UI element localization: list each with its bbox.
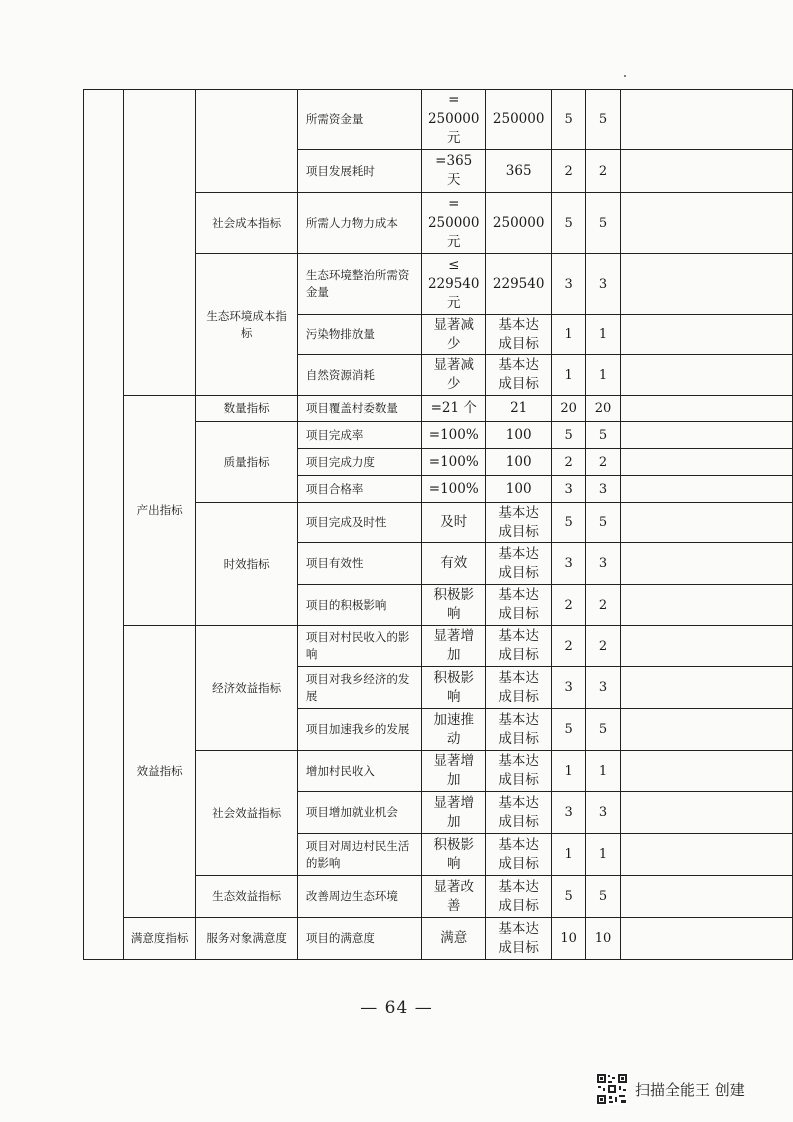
remark-cell [620, 503, 792, 543]
score-cell: 5 [586, 422, 621, 449]
actual-value-cell: 基本达 成目标 [486, 834, 552, 876]
table-row [84, 626, 793, 667]
target-value-cell: 显著减 少 [422, 355, 486, 396]
score-cell: 1 [586, 355, 621, 396]
weight-cell: 10 [552, 918, 586, 960]
weight-cell: 2 [552, 626, 586, 667]
page-number: — 64 — [360, 998, 433, 1018]
economic-cost-cell [196, 90, 297, 193]
weight-cell: 5 [552, 876, 586, 918]
sub-category-cell: 社会效益指标 [196, 751, 297, 876]
scanner-watermark [590, 1070, 775, 1110]
weight-cell: 1 [552, 355, 586, 396]
target-value-cell: 积极影 响 [422, 834, 486, 876]
remark-cell [620, 476, 792, 503]
table-row [84, 90, 793, 150]
category-cell: 满意度指标 [123, 918, 196, 960]
indicator-cell: 项目合格率 [297, 476, 421, 503]
score-cell: 3 [586, 254, 621, 315]
score-cell: 20 [586, 396, 621, 422]
indicator-cell: 项目完成及时性 [297, 503, 421, 543]
score-cell: 5 [586, 193, 621, 254]
actual-value-cell: 基本达 成目标 [486, 585, 552, 626]
target-value-cell: = 250000 元 [422, 193, 486, 254]
actual-value-cell: 基本达 成目标 [486, 503, 552, 543]
weight-cell: 5 [552, 503, 586, 543]
sub-category-cell: 经济效益指标 [196, 626, 297, 751]
target-value-cell: 积极影 响 [422, 667, 486, 709]
remark-cell [620, 193, 792, 254]
sub-category-cell: 数量指标 [196, 396, 297, 422]
actual-value-cell: 250000 [486, 90, 552, 150]
weight-cell: 1 [552, 834, 586, 876]
actual-value-cell: 基本达 成目标 [486, 355, 552, 396]
cost-category-cell [123, 90, 196, 396]
remark-cell [620, 543, 792, 585]
remark-cell [620, 792, 792, 834]
remark-cell [620, 626, 792, 667]
weight-cell: 1 [552, 315, 586, 355]
table-row [84, 918, 793, 960]
first-level-blank-cell [84, 90, 124, 960]
score-cell: 1 [586, 315, 621, 355]
indicator-cell: 增加村民收入 [297, 751, 421, 792]
score-cell: 5 [586, 503, 621, 543]
target-value-cell: = 250000 元 [422, 90, 486, 150]
score-cell: 3 [586, 667, 621, 709]
weight-cell: 3 [552, 792, 586, 834]
target-value-cell: 积极影 响 [422, 585, 486, 626]
weight-cell: 3 [552, 254, 586, 315]
target-value-cell: ≤ 229540 元 [422, 254, 486, 315]
indicator-cell: 项目完成率 [297, 422, 421, 449]
actual-value-cell: 基本达 成目标 [486, 918, 552, 960]
score-cell: 5 [586, 90, 621, 150]
actual-value-cell: 100 [486, 449, 552, 476]
target-value-cell: 有效 [422, 543, 486, 585]
score-cell: 3 [586, 476, 621, 503]
target-value-cell: =100% [422, 476, 486, 503]
actual-value-cell: 基本达 成目标 [486, 315, 552, 355]
sub-category-cell: 生态效益指标 [196, 876, 297, 918]
actual-value-cell: 基本达 成目标 [486, 667, 552, 709]
category-cell: 产出指标 [123, 396, 196, 626]
category-cell: 效益指标 [123, 626, 196, 918]
table-row [84, 396, 793, 422]
score-cell: 3 [586, 792, 621, 834]
actual-value-cell: 21 [486, 396, 552, 422]
target-value-cell: 显著增 加 [422, 751, 486, 792]
scan-speck [624, 75, 626, 77]
remark-cell [620, 396, 792, 422]
remark-cell [620, 355, 792, 396]
actual-value-cell: 基本达 成目标 [486, 709, 552, 751]
sub-category-cell: 时效指标 [196, 503, 297, 626]
remark-cell [620, 918, 792, 960]
actual-value-cell: 基本达 成目标 [486, 626, 552, 667]
weight-cell: 5 [552, 90, 586, 150]
indicator-cell: 项目对我乡经济的发 展 [297, 667, 421, 709]
score-cell: 2 [586, 150, 621, 193]
actual-value-cell: 基本达 成目标 [486, 543, 552, 585]
weight-cell: 2 [552, 150, 586, 193]
remark-cell [620, 751, 792, 792]
indicator-cell: 项目对村民收入的影 响 [297, 626, 421, 667]
weight-cell: 1 [552, 751, 586, 792]
indicator-cell: 改善周边生态环境 [297, 876, 421, 918]
score-cell: 2 [586, 626, 621, 667]
target-value-cell: 显著增 加 [422, 792, 486, 834]
indicator-cell: 项目覆盖村委数量 [297, 396, 421, 422]
actual-value-cell: 250000 [486, 193, 552, 254]
score-cell: 5 [586, 709, 621, 751]
indicator-cell: 生态环境整治所需资 金量 [297, 254, 421, 315]
indicator-cell: 项目有效性 [297, 543, 421, 585]
performance-indicator-table [83, 89, 793, 960]
score-cell: 3 [586, 543, 621, 585]
target-value-cell: 显著改 善 [422, 876, 486, 918]
actual-value-cell: 365 [486, 150, 552, 193]
score-cell: 1 [586, 834, 621, 876]
remark-cell [620, 876, 792, 918]
indicator-cell: 项目发展耗时 [297, 150, 421, 193]
qr-code-icon [596, 1073, 628, 1105]
indicator-cell: 项目增加就业机会 [297, 792, 421, 834]
indicator-cell: 项目对周边村民生活 的影响 [297, 834, 421, 876]
score-cell: 5 [586, 876, 621, 918]
score-cell: 10 [586, 918, 621, 960]
remark-cell [620, 585, 792, 626]
sub-category-cell: 质量指标 [196, 422, 297, 503]
target-value-cell: 满意 [422, 918, 486, 960]
indicator-cell: 污染物排放量 [297, 315, 421, 355]
score-cell: 1 [586, 751, 621, 792]
target-value-cell: 及时 [422, 503, 486, 543]
remark-cell [620, 834, 792, 876]
weight-cell: 3 [552, 543, 586, 585]
indicator-cell: 项目的满意度 [297, 918, 421, 960]
watermark-text: 扫描全能王 创建 [635, 1081, 745, 1099]
indicator-cell: 项目加速我乡的发展 [297, 709, 421, 751]
remark-cell [620, 422, 792, 449]
remark-cell [620, 667, 792, 709]
indicator-cell: 所需资金量 [297, 90, 421, 150]
remark-cell [620, 315, 792, 355]
weight-cell: 2 [552, 585, 586, 626]
indicator-cell: 所需人力物力成本 [297, 193, 421, 254]
remark-cell [620, 254, 792, 315]
actual-value-cell: 100 [486, 422, 552, 449]
weight-cell: 5 [552, 193, 586, 254]
weight-cell: 2 [552, 449, 586, 476]
weight-cell: 20 [552, 396, 586, 422]
weight-cell: 3 [552, 476, 586, 503]
target-value-cell: =21 个 [422, 396, 486, 422]
target-value-cell: 显著增 加 [422, 626, 486, 667]
actual-value-cell: 基本达 成目标 [486, 876, 552, 918]
actual-value-cell: 基本达 成目标 [486, 751, 552, 792]
indicator-cell: 项目的积极影响 [297, 585, 421, 626]
actual-value-cell: 229540 [486, 254, 552, 315]
remark-cell [620, 150, 792, 193]
actual-value-cell: 基本达 成目标 [486, 792, 552, 834]
target-value-cell: =100% [422, 449, 486, 476]
target-value-cell: =365 天 [422, 150, 486, 193]
indicator-cell: 自然资源消耗 [297, 355, 421, 396]
remark-cell [620, 449, 792, 476]
remark-cell [620, 90, 792, 150]
remark-cell [620, 709, 792, 751]
weight-cell: 5 [552, 422, 586, 449]
target-value-cell: 加速推 动 [422, 709, 486, 751]
sub-category-cell: 社会成本指标 [196, 193, 297, 254]
sub-category-cell: 生态环境成本指 标 [196, 254, 297, 396]
actual-value-cell: 100 [486, 476, 552, 503]
weight-cell: 3 [552, 667, 586, 709]
score-cell: 2 [586, 585, 621, 626]
indicator-cell: 项目完成力度 [297, 449, 421, 476]
score-cell: 2 [586, 449, 621, 476]
weight-cell: 5 [552, 709, 586, 751]
sub-category-cell: 服务对象满意度 [196, 918, 297, 960]
target-value-cell: =100% [422, 422, 486, 449]
target-value-cell: 显著减 少 [422, 315, 486, 355]
